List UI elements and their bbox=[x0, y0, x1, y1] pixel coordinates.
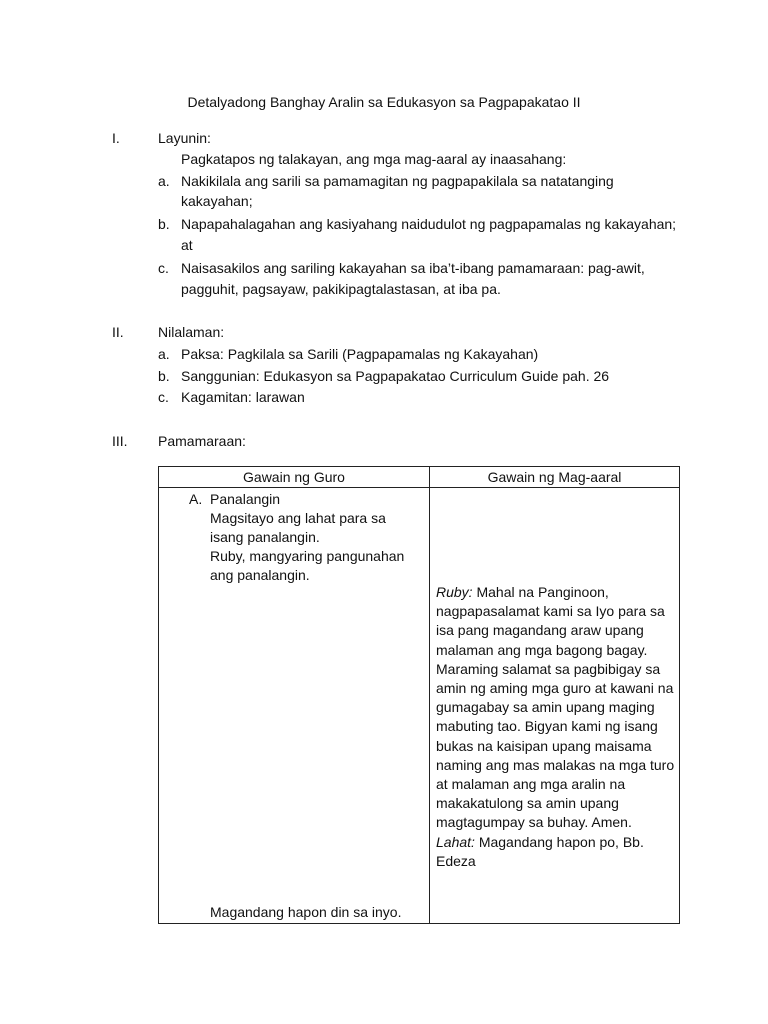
guro-line: Magsitayo ang lahat para sa bbox=[210, 510, 386, 526]
nilalaman-marker-a: a. bbox=[158, 346, 170, 362]
speaker-ruby: Ruby: bbox=[436, 584, 473, 600]
guro-line: Ruby, mangyaring pangunahan bbox=[210, 548, 405, 564]
guro-closing: Magandang hapon din sa inyo. bbox=[210, 904, 402, 920]
section-numeral-2: II. bbox=[112, 324, 124, 340]
nilalaman-item-sanggunian: Sanggunian: Edukasyon sa Pagpapakatao Curriculum Guide pah. 26 bbox=[181, 368, 610, 384]
guro-step-title: Panalangin bbox=[210, 491, 281, 507]
page-title: Detalyadong Banghay Aralin sa Edukasyon sa Pagpapakatao II bbox=[187, 94, 581, 110]
layunin-item-a-line2: kakayahan; bbox=[181, 193, 253, 209]
nilalaman-item-paksa: Paksa: Pagkilala sa Sarili (Pagpapamalas ng Kakayahan) bbox=[181, 346, 539, 362]
lahat-greeting: Magandang hapon po, Bb. Edeza bbox=[436, 833, 644, 869]
guro-step bbox=[189, 490, 280, 509]
layunin-marker-b: b. bbox=[158, 216, 170, 232]
layunin-item-c-line1: Naisasakilos ang sariling kakayahan sa iba’t-ibang pamamaraan: pag-awit, bbox=[181, 260, 645, 276]
layunin-item-c-line2: pagguhit, pagsayaw, pakikipagtalastasan, at iba pa. bbox=[181, 281, 501, 297]
table-row bbox=[159, 488, 680, 924]
section-heading-layunin: Layunin: bbox=[158, 130, 211, 146]
guro-cell bbox=[159, 488, 430, 924]
guro-step-marker: A. bbox=[189, 491, 203, 507]
header-gawain-ng-guro: Gawain ng Guro bbox=[159, 467, 430, 488]
guro-instructions bbox=[210, 509, 420, 585]
ruby-prayer: Mahal na Panginoon, nagpapasalamat kami sa Iyo para sa isa pang magandang araw upang malaman ang mga bagong bagay. Maraming salamat sa pagbibigay sa amin ng aming mga guro at kawani na gumagabay sa amin upang maging mabuting tao. Bigyan kami ng isang bukas na kaisipan upang maisama naming ang mas malakas na mga turo at malaman ang mga aralin na makakatulong sa amin upang magtagumpay sa buhay. Amen. bbox=[436, 584, 675, 831]
nilalaman-item-kagamitan: Kagamitan: larawan bbox=[181, 389, 305, 405]
table-header-row bbox=[159, 467, 680, 488]
header-gawain-ng-mag-aaral: Gawain ng Mag-aaral bbox=[430, 467, 680, 488]
mag-aaral-cell bbox=[430, 488, 680, 924]
section-numeral-1: I. bbox=[112, 130, 120, 146]
layunin-marker-a: a. bbox=[158, 173, 170, 189]
guro-line: isang panalangin. bbox=[210, 529, 320, 545]
section-heading-pamamaraan: Pamamaraan: bbox=[158, 433, 246, 449]
layunin-item-b-line2: at bbox=[181, 237, 193, 253]
speaker-lahat: Lahat: bbox=[436, 833, 475, 850]
layunin-item-a-line1: Nakikilala ang sarili sa pamamagitan ng pagpapakilala sa natatanging bbox=[181, 173, 614, 189]
layunin-intro: Pagkatapos ng talakayan, ang mga mag-aaral ay inaasahang: bbox=[181, 151, 567, 167]
layunin-marker-c: c. bbox=[158, 260, 169, 276]
layunin-item-b-line1: Napapahalagahan ang kasiyahang naidudulot ng pagpapamalas ng kakayahan; bbox=[181, 216, 677, 232]
nilalaman-marker-b: b. bbox=[158, 368, 170, 384]
section-numeral-3: III. bbox=[112, 433, 128, 449]
mag-aaral-response bbox=[436, 583, 676, 871]
nilalaman-marker-c: c. bbox=[158, 389, 169, 405]
section-heading-nilalaman: Nilalaman: bbox=[158, 324, 225, 340]
lesson-procedure-table bbox=[158, 466, 680, 924]
guro-line: ang panalangin. bbox=[210, 567, 310, 583]
